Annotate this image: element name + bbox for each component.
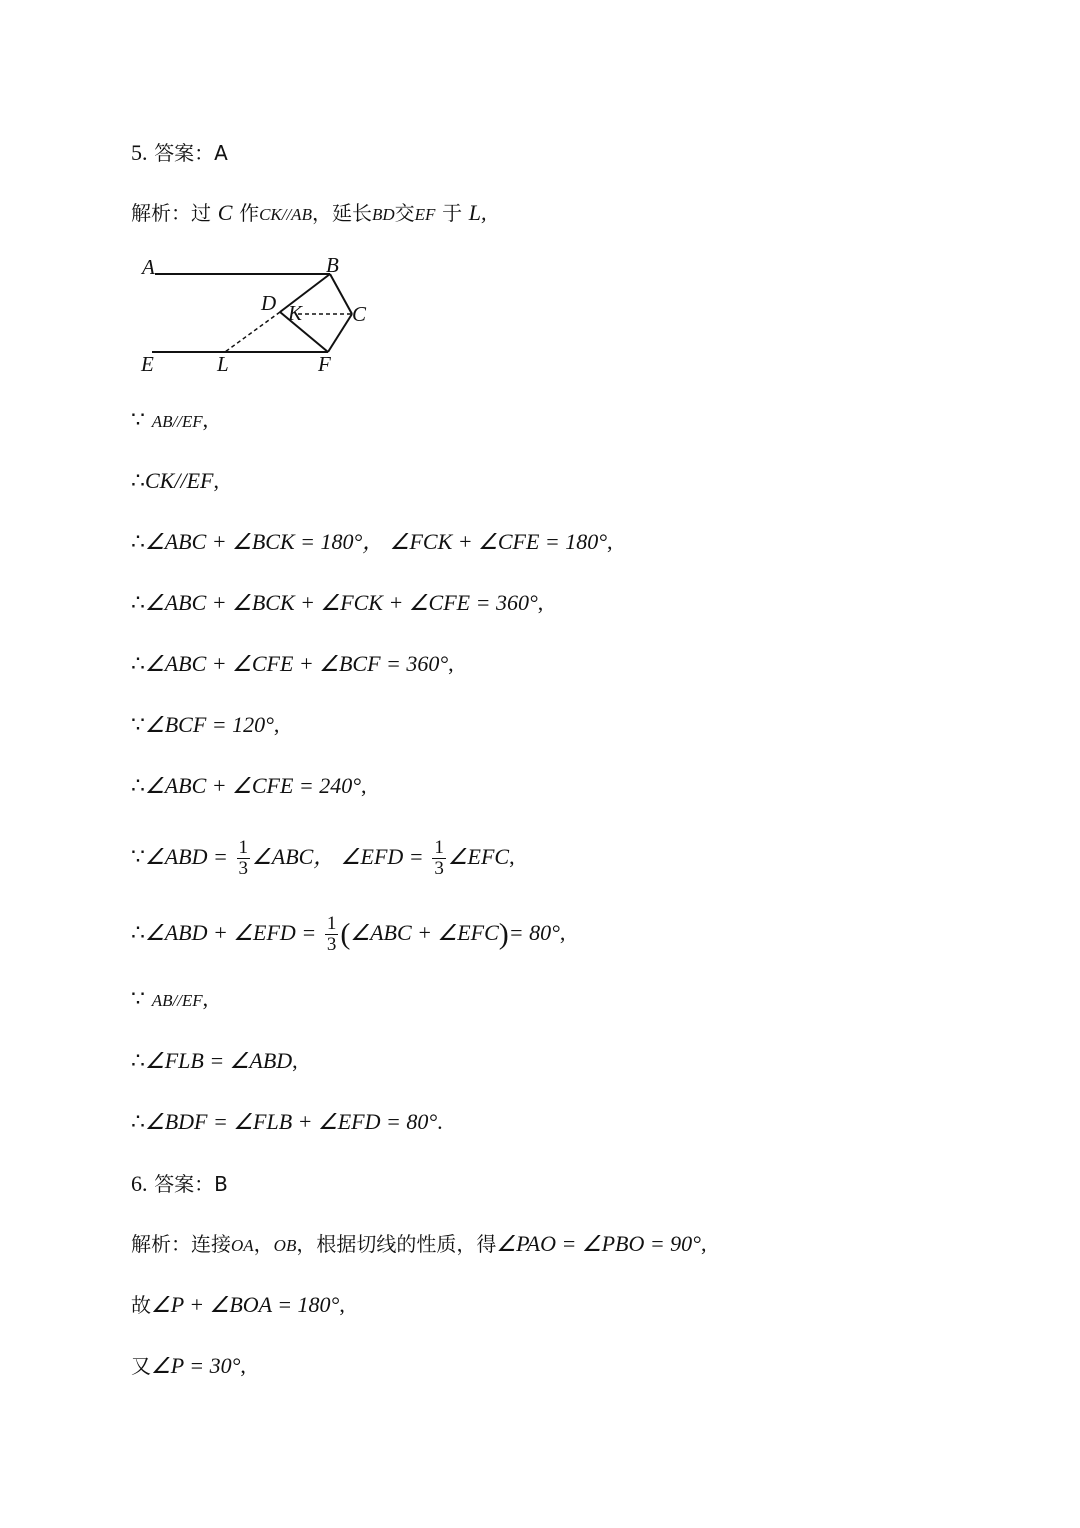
q5-ef: EF [414,205,436,224]
step-11: ∴∠FLB = ∠ABD, [131,1048,298,1073]
segment-cf [328,314,352,352]
label-f: F [318,352,331,376]
label-a: A [142,255,155,279]
step-2: ∴CK//EF, [131,468,219,493]
fraction-one-third: $\frac{1}{3}$ [434,837,444,879]
label-k: K [288,301,303,325]
geometry-figure [130,250,390,380]
q5-bd: BD [371,205,395,224]
q6-number: 6. [131,1171,148,1196]
q5-point-c: C [217,200,233,225]
fraction-one-third: $\frac{1}{3}$ [238,837,249,879]
q6-answer-line [131,1169,228,1199]
q5-point-l: L, [468,200,487,225]
step-6: ∵∠BCF = 120°, [131,712,280,737]
q5-meet: 交 [394,201,415,225]
q5-verb: 作 [239,201,260,225]
q6-analysis-label: 解析：连接 [131,1232,231,1256]
q6-line-3: 又∠P = 30°, [131,1353,246,1378]
q5-number: 5. [131,140,148,165]
fraction-one-third: $\frac{1}{3}$ [326,913,337,955]
label-l: L [217,352,229,376]
step-3: ∴∠ABC + ∠BCK = 180°， ∠FCK + ∠CFE = 180°, [131,529,613,554]
q5-answer: 答案：A [154,141,228,165]
q6-line-2: 故∠P + ∠BOA = 180°, [131,1292,345,1317]
label-e: E [141,352,154,376]
q5-analysis-label: 解析：过 [131,201,211,225]
label-b: B [326,253,339,277]
q5-analysis-line [131,198,487,230]
label-d: D [261,291,277,315]
step-9: ∴∠ABD + ∠EFD = $\frac{1}{3}$ (∠ABC + ∠EFC)= 80°, [131,913,566,955]
q6-analysis-line: 解析：连接OA，OB，根据切线的性质，得∠PAO = ∠PBO = 90°, [131,1231,707,1256]
q5-extend: ，延长 [311,201,372,225]
step-1: ∵ AB//EF, [131,407,209,432]
step-7: ∴∠ABC + ∠CFE = 240°, [131,773,367,798]
q6-answer: 答案：B [154,1172,228,1196]
label-c: C [352,302,367,326]
dashed-dl [225,312,280,352]
step-10: ∵ AB//EF, [131,986,209,1011]
segment-bc [330,274,352,314]
q5-answer-line [131,138,228,168]
step-8: ∵∠ABD = $\frac{1}{3}$ ∠ABC， ∠EFD = $\frac{1}{3}$ ∠EFC, [131,837,515,879]
step-12: ∴∠BDF = ∠FLB + ∠EFD = 80°. [131,1109,443,1134]
step-4: ∴∠ABC + ∠BCK + ∠FCK + ∠CFE = 360°, [131,590,544,615]
q5-at: 于 [442,201,463,225]
q5-ck-ab: CK//AB [259,205,312,224]
step-5: ∴∠ABC + ∠CFE + ∠BCF = 360°, [131,651,454,676]
